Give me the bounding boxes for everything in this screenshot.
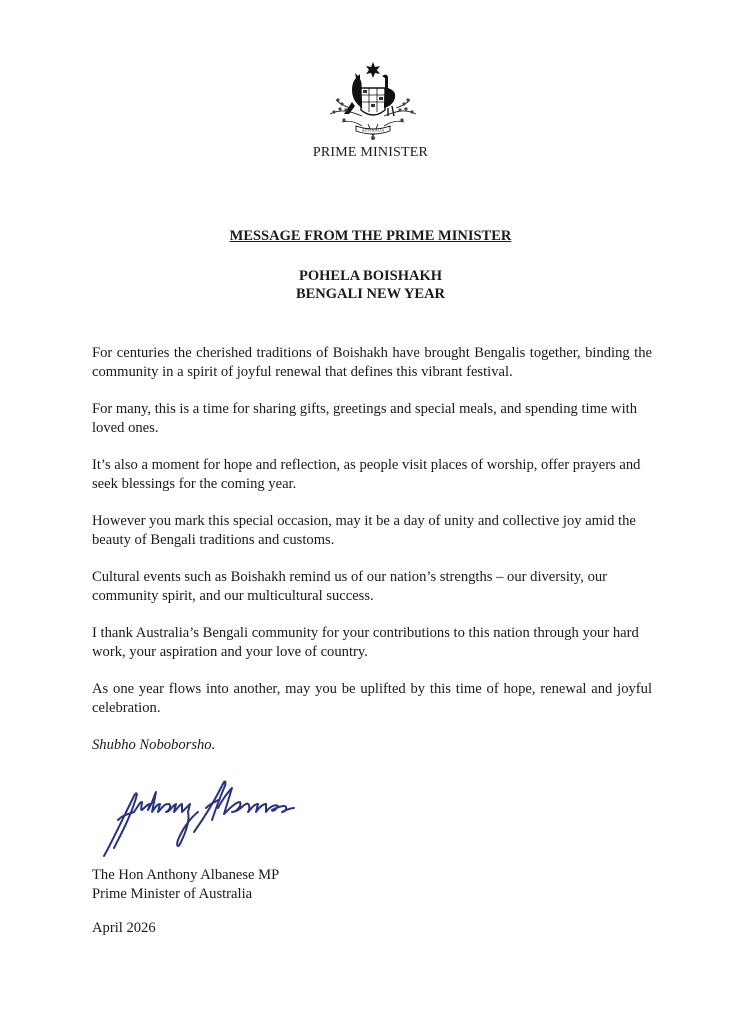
- occasion-title: POHELA BOISHAKH: [298, 268, 443, 284]
- signatory-block: [92, 866, 279, 903]
- body-paragraph: However you mark this special occasion, may it be a day of unity and collective joy amid the beauty of Bengali traditions and customs.: [92, 513, 636, 548]
- letter-body: [92, 344, 652, 774]
- office-title: PRIME MINISTER: [312, 145, 429, 160]
- letter-date: April 2026: [92, 920, 156, 936]
- occasion-subtitle: BENGALI NEW YEAR: [295, 286, 446, 302]
- body-paragraph: As one year flows into another, may you be uplifted by this time of hope, renewal and joyful celebration.: [92, 681, 652, 716]
- signatory-title: Prime Minister of Australia: [92, 885, 253, 902]
- body-paragraph: I thank Australia’s Bengali community for your contributions to this nation through your hard work, your aspiration and your love of country.: [92, 625, 639, 660]
- handwritten-signature-icon: [90, 772, 305, 864]
- message-heading: MESSAGE FROM THE PRIME MINISTER: [229, 228, 512, 244]
- closing-greeting: Shubho Noboborsho.: [92, 737, 216, 753]
- body-paragraph: For many, this is a time for sharing gifts, greetings and special meals, and spending time with loved ones.: [92, 401, 637, 436]
- body-paragraph: Cultural events such as Boishakh remind us of our nation’s strengths – our diversity, our community spirit, and our multicultural success.: [92, 569, 608, 604]
- signatory-name: The Hon Anthony Albanese MP: [92, 867, 280, 883]
- svg-text:AUSTRALIA: AUSTRALIA: [361, 127, 385, 133]
- australian-coat-of-arms-icon: [322, 60, 424, 144]
- body-paragraph: For centuries the cherished traditions of Boishakh have brought Bengalis together, binding the community in a spirit of joyful renewal that defines this vibrant festival.: [92, 345, 652, 380]
- body-paragraph: It’s also a moment for hope and reflection, as people visit places of worship, offer prayers and seek blessings for the coming year.: [92, 457, 641, 492]
